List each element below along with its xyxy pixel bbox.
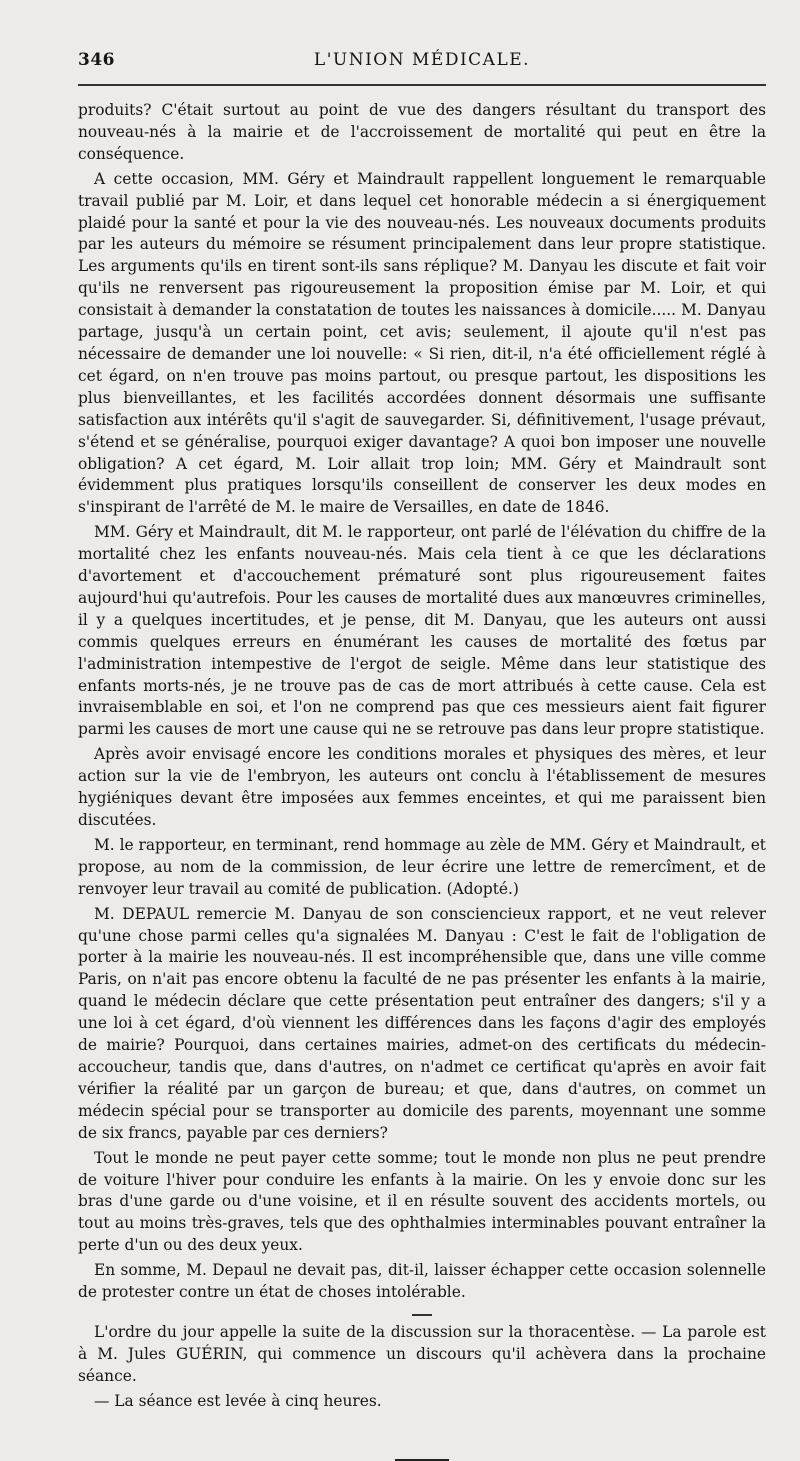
closing-paragraph: L'ordre du jour appelle la suite de la discussion sur la thoracentèse. — La parole est à M. Jules GUÉRIN, qui commence un discours qu'il achèvera dans la prochaine séance. [78, 1322, 766, 1385]
paragraph: MM. Géry et Maindrault, dit M. le rapporteur, ont parlé de l'élévation du chiffre de la mortalité chez les enfants nouveau-nés. Mais cela tient à ce que les déclarations d'avortement et d'accouchement prématuré sont plus rigoureusement faites aujourd'hui qu'autrefois. Pour les causes de mortalité dues aux manœuvres criminelles, il y a quelques incertitudes, et je pense, dit M. Danyau, que les auteurs ont aussi commis quelques erreurs en énumérant les causes de mortalité des fœtus par l'administration intempestive de l'ergot de seigle. Même dans leur statistique des enfants morts-nés, je ne trouve pas de cas de mort attribués à cette cause. Cela est invraisemblable en soi, et l'on ne comprend pas que ces messieurs aient fait figurer parmi les causes de mort une cause qui ne se retrouve pas dans leur propre statistique. [78, 523, 766, 739]
page-header [78, 44, 766, 74]
body-text [78, 100, 766, 1413]
paragraph: M. le rapporteur, en terminant, rend hommage au zèle de MM. Géry et Maindrault, et propose, au nom de la commission, de leur écrire une lettre de remercîment, et de renvoyer leur travail au comité de publication. (Adopté.) [78, 835, 766, 898]
paragraph: En somme, M. Depaul ne devait pas, dit-il, laisser échapper cette occasion solennelle de protester contre un état de choses intolérable. [78, 1261, 766, 1302]
paragraph: M. DEPAUL remercie M. Danyau de son consciencieux rapport, et ne veut relever qu'une chose parmi celles qu'a signalées M. Danyau : C'est le fait de l'obligation de porter à la mairie les nouveau-nés. Il est incompréhensible que, dans une ville comme Paris, on n'ait pas encore obtenu la faculté de ne pas présenter les enfants à la mairie, quand le médecin déclare que cette présentation peut entraîner des dangers; s'il y a une loi à cet égard, d'où viennent les différences dans les façons d'agir des employés de mairie? Pourquoi, dans certaines mairies, admet-on des certificats du médecin-accoucheur, tandis que, dans d'autres, on n'admet ce certificat qu'après en avoir fait vérifier la réalité par un garçon de bureau; et que, dans d'autres, on commet un médecin spécial pour se transporter au domicile des parents, moyennant une somme de six francs, payable par ces derniers? [78, 904, 766, 1142]
closing-paragraph: — La séance est levée à cinq heures. [94, 1391, 382, 1410]
running-title: L'UNION MÉDICALE. [313, 50, 531, 70]
paragraph: produits? C'était surtout au point de vue des dangers résultant du transport des nouveau-nés à la mairie et de l'accroissement de mortalité qui peut en être la conséquence. [78, 101, 766, 163]
page-number: 346 [78, 50, 115, 70]
end-rule [395, 1459, 449, 1461]
section-divider [412, 1314, 432, 1316]
paragraph: Après avoir envisagé encore les conditions morales et physiques des mères, et leur action sur la vie de l'embryon, les auteurs ont conclu à l'établissement de mesures hygiéniques devant être imposées aux femmes enceintes, et qui me paraissent bien discutées. [78, 745, 766, 829]
paragraph: A cette occasion, MM. Géry et Maindrault rappellent longuement le remarquable travail publié par M. Loir, et dans lequel cet honorable médecin a si énergiquement plaidé pour la santé et pour la vie des nouveau-nés. Les nouveaux documents produits par les auteurs du mémoire se résument principalement dans leur propre statistique. Les arguments qu'ils en tirent sont-ils sans réplique? M. Danyau les discute et fait voir qu'ils ne renversent pas rigoureusement la proposition émise par M. Loir, et qui consistait à demander la constatation de toutes les naissances à domicile..... M. Danyau partage, jusqu'à un certain point, cet avis; seulement, il ajoute qu'il n'est pas nécessaire de demander une loi nouvelle: « Si rien, dit-il, n'a été officiellement réglé à cet égard, on n'en trouve pas moins partout, ou presque partout, les dispositions les plus bienveillantes, et les facilités accordées donnent désormais une suffisante satisfaction aux intérêts qu'il s'agit de sauvegarder. Si, définitivement, l'usage prévaut, s'étend et se généralise, pourquoi exiger davantage? A quoi bon imposer une nouvelle obligation? A cet égard, M. Loir allait trop loin; MM. Géry et Maindrault sont évidemment plus pratiques lorsqu'ils conseillent de conserver les deux modes en s'inspirant de l'arrêté de M. le maire de Versailles, en date de 1846. [78, 169, 766, 517]
paragraph: Tout le monde ne peut payer cette somme; tout le monde non plus ne peut prendre de voiture l'hiver pour conduire les enfants à la mairie. On les y envoie donc sur les bras d'une garde ou d'une voisine, et il en résulte souvent des accidents mortels, ou tout au moins très-graves, tels que des ophthalmies interminables pouvant entraîner la perte d'un ou des deux yeux. [78, 1148, 766, 1255]
header-rule [78, 84, 766, 86]
